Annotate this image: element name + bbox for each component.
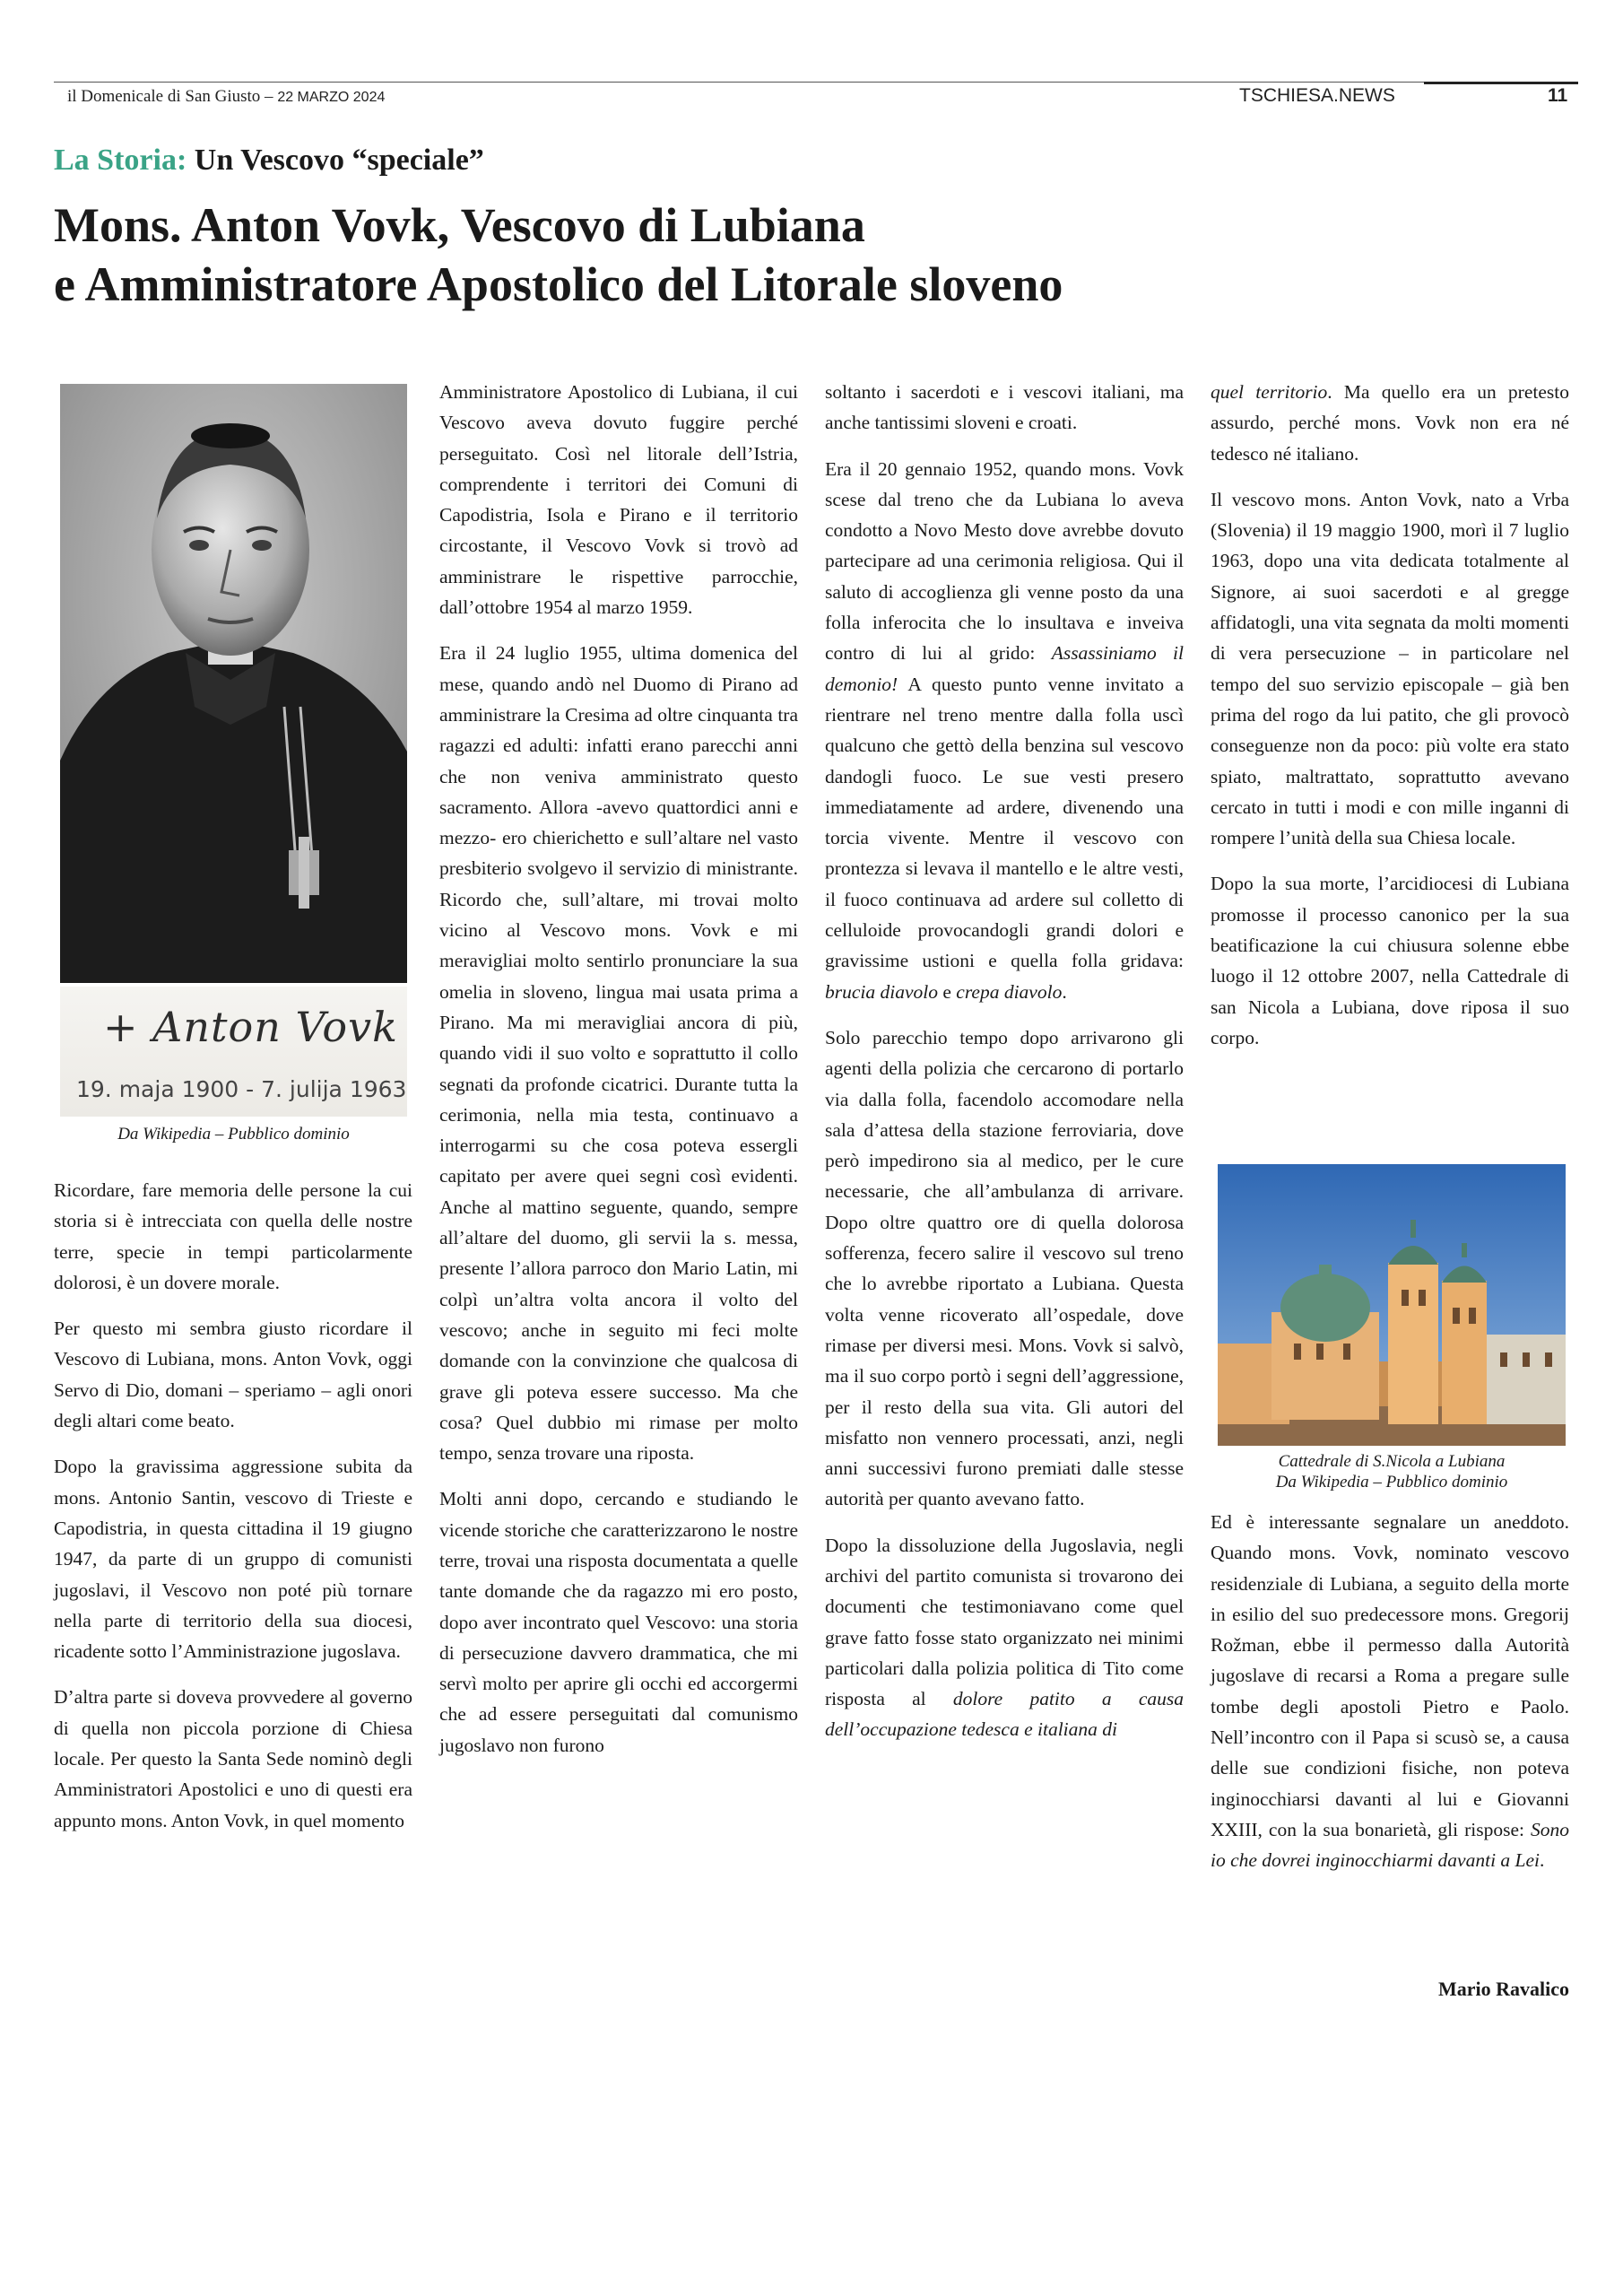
text-run: . Ma quello era un pretesto assurdo, perché mons. Vovk non era né tedesco né italiano. bbox=[1211, 381, 1569, 465]
portrait-signature-strip bbox=[60, 987, 407, 1117]
paragraph: Per questo mi sembra giusto ricordare il Vescovo di Lubiana, mons. Anton Vovk, oggi Servo di Dio, domani – speriamo – agli onori degli altari come beato. bbox=[54, 1318, 412, 1432]
paragraph: Molti anni dopo, cercando e studiando le vicende storiche che caratterizzarono le nostre terre, trovai una risposta documentata a quelle tante domande che da ragazzo mi ero posto, dopo aver incontrato quel Vescovo: una storia di persecuzione davvero drammatica, che mi servì molto per aprire gli occhi ed accorgermi che ad essere perseguitati dal comunismo jugoslavo non furono bbox=[439, 1488, 798, 1756]
text-run: Ed è interessante segnalare un aneddoto. Quando mons. Vovk, nominato vescovo residenziale di Lubiana, a seguito della morte in esilio del suo predecessore mons. Gregorij Rožman, ebbe il permesso dalla Autorità jugoslave di recarsi a Roma a pregare sulle tombe degli apostoli Pietro e Paolo. Nell’incontro con il Papa si scusò se, a causa delle sue condizioni fisiche, non poteva inginocchiarsi davanti al lui e Giovanni XXIII, con la sua bonarietà, gli rispose: bbox=[1211, 1511, 1569, 1840]
quote-italic: Sono io che dovrei inginocchiarmi davanti a Lei bbox=[1211, 1818, 1569, 1872]
cathedral-photo bbox=[1218, 1164, 1566, 1446]
article-column-2 bbox=[439, 377, 798, 1776]
page-number: 11 bbox=[1548, 85, 1568, 106]
publication-name: il Domenicale di San Giusto – bbox=[67, 87, 278, 106]
portrait-signature: + Anton Vovk bbox=[103, 1003, 398, 1051]
quote-italic: dolore patito a causa dell’occupazione tedesca e italiana di bbox=[825, 1688, 1184, 1741]
article-column-4 bbox=[1211, 377, 1569, 1053]
article-title bbox=[54, 196, 1533, 314]
paragraph: Dopo la gravissima aggressione subita da mons. Antonio Santin, vescovo di Trieste e Capodistria, in questa cittadina il 19 giugno 1947, da parte di un gruppo di comunisti jugoslavi, il Vescovo non poté più tornare nella parte di territorio della sua diocesi, ricadente sotto l’Amministrazione jugoslava. bbox=[54, 1456, 412, 1663]
paragraph: Era il 24 luglio 1955, ultima domenica del mese, quando andò nel Duomo di Pirano ad amministrare la Cresima ad oltre cinquanta tra ragazzi ed adulti: infatti erano parecchi anni che non veniva amministrato questo sacramento. Allora -avevo quattordici anni e mezzo- ero chierichetto e sull’altare nel vasto presbiterio svolgevo il servizio di ministrante. Ricordo che, sull’altare, mi trovai molto vicino al Vescovo mons. Vovk e mi meravigliai molto sentirlo pronunciare la sua omelia in sloveno, lingua mai usata prima a Pirano. Ma mi meravigliai ancora di più, quando vidi il suo volto e soprattutto il collo segnati da profonde cicatrici. Durante tutta la cerimonia, nella mia testa, continuavo a interrogarmi su che cosa poteva essergli capitato per avere quei segni così evidenti. Anche al mattino seguente, quando, sempre all’altare del duomo, gli servii la s. messa, presente l’allora parroco don Mario Latin, mi colpì un’altra volta ancora il volto del vescovo; anche in seguito mi feci molte domande con la convinzione che qualcosa di grave gli poteva essere successo. Ma che cosa? Quel dubbio mi rimase per molto tempo, senza trovare una riposta. bbox=[439, 642, 798, 1465]
kicker bbox=[54, 144, 484, 178]
header-site[interactable]: TSCHIESA.NEWS bbox=[1239, 85, 1395, 106]
paragraph bbox=[825, 1530, 1184, 1745]
cathedral-caption-line-1: Cattedrale di S.Nicola a Lubiana bbox=[1278, 1452, 1506, 1471]
cathedral-caption-line-2: Da Wikipedia – Pubblico dominio bbox=[1275, 1473, 1508, 1492]
paragraph: Dopo la sua morte, l’arcidiocesi di Lubiana promosse il processo canonico per la sua beatificazione la cui chiusura solenne ebbe luogo il 12 ottobre 2007, nella Cattedrale di san Nicola a Lubiana, dove riposa il suo corpo. bbox=[1211, 873, 1569, 1048]
quote-italic: crepa diavolo bbox=[956, 980, 1063, 1003]
article-column-3 bbox=[825, 377, 1184, 1761]
publication-date: 22 MARZO 2024 bbox=[277, 90, 386, 105]
article-column-4-continued bbox=[1211, 1507, 1569, 1892]
text-run: e bbox=[938, 980, 957, 1003]
quote-italic: brucia diavolo bbox=[825, 980, 938, 1003]
paragraph bbox=[825, 454, 1184, 1007]
kicker-text: Un Vescovo “speciale” bbox=[187, 144, 484, 177]
kicker-label: La Storia: bbox=[54, 144, 187, 177]
title-line-1: Mons. Anton Vovk, Vescovo di Lubiana bbox=[54, 198, 865, 252]
page-number-bar bbox=[1424, 82, 1578, 84]
header-publication bbox=[67, 87, 385, 107]
text-run: A questo punto venne invitato a rientrare nel treno mentre dalla folla uscì qualcuno che gettò della benzina sul vescovo dandogli fuoco. Le sue vesti presero immediatamente ad ardere, divenendo una torcia vivente. Mentre il vescovo con prontezza si levava il mantello e le altre vesti, il fuoco continuava ad ardere sul colletto di celluloide provocandogli grandi dolori e gravissime ustioni e quella folla gridava: bbox=[825, 673, 1184, 972]
paragraph: Ricordare, fare memoria delle persone la cui storia si è intrecciata con quella delle nostre terre, specie in tempi particolarmente dolorosi, è un dovere morale. bbox=[54, 1179, 412, 1293]
paragraph: Amministratore Apostolico di Lubiana, il cui Vescovo aveva dovuto fuggire perché perseguitato. Così nel litorale dell’Istria, comprendente i territori dei Comuni di Capodistria, Isola e Pirano e il territorio circostante, il Vescovo Vovk si trovò ad amministrare le rispettive parrocchie, dall’ottobre 1954 al marzo 1959. bbox=[439, 381, 798, 619]
quote-italic: quel territorio bbox=[1211, 381, 1328, 403]
portrait-dates: 19. maja 1900 - 7. julija 1963 bbox=[76, 1076, 407, 1102]
text-run: . bbox=[1062, 980, 1067, 1003]
quote-italic: Assassiniamo il demonio! bbox=[825, 642, 1185, 695]
paragraph: soltanto i sacerdoti e i vescovi italiani, ma anche tantissimi sloveni e croati. bbox=[825, 381, 1184, 434]
title-line-2: e Amministratore Apostolico del Litorale sloveno bbox=[54, 257, 1063, 311]
paragraph bbox=[1211, 377, 1569, 469]
paragraph: Il vescovo mons. Anton Vovk, nato a Vrba (Slovenia) il 19 maggio 1900, morì il 7 luglio 1963, dopo una vita dedicata totalmente al Signore, ai suoi sacerdoti e al gregge affidatogli, una vita segnata da molti momenti di vera persecuzione – in particolare nel tempo del suo servizio episcopale – già ben prima del rogo da lui patito, che gli provocò conseguenze non da poco: più volte era stato spiato, maltrattato, soprattutto avevano cercato in tutti i modi e con mille inganni di rompere l’unità della sua Chiesa locale. bbox=[1211, 488, 1569, 849]
article-author: Mario Ravalico bbox=[1437, 1978, 1569, 2000]
portrait-caption: Da Wikipedia – Pubblico dominio bbox=[117, 1125, 350, 1144]
paragraph: D’altra parte si doveva provvedere al governo di quella non piccola porzione di Chiesa locale. Per questo la Santa Sede nominò degli Amministratori Apostolici e uno di questi era appunto mons. Anton Vovk, in quel momento bbox=[54, 1686, 412, 1831]
cathedral-caption bbox=[1218, 1451, 1566, 1492]
text-run: . bbox=[1540, 1849, 1545, 1872]
article-column-1 bbox=[54, 1175, 412, 1851]
paragraph: Solo parecchio tempo dopo arrivarono gli agenti della polizia che cercarono di portarlo via dalla folla, facendolo accomodare nella sala d’attesa della stazione ferroviaria, dove però impedirono sia al medico, per le cure necessarie, che all’ambulanza di arrivare. Dopo oltre quattro ore di quella dolorosa sofferenza, fecero salire il vescovo sul treno che lo avrebbe riportato a Lubiana. Questa volta venne ricoverato all’ospedale, dove rimase per diversi mesi. Mons. Vovk si salvò, ma il suo corpo portò i segni dell’aggressione, per il resto della sua vita. Gli autori del misfatto non vennero processati, anzi, negli anni successivi furono premiati dalle stesse autorità per quanto avevano fatto. bbox=[825, 1026, 1184, 1510]
text-run: Dopo la dissoluzione della Jugoslavia, negli archivi del partito comunista si trovarono dei documenti che testimoniavano come quel grave fatto fosse stato organizzato nei minimi particolari dalla polizia politica di Tito come risposta al bbox=[825, 1534, 1184, 1710]
portrait-photo bbox=[60, 384, 407, 983]
text-run: Era il 20 gennaio 1952, quando mons. Vovk scese dal treno che da Lubiana lo aveva condotto a Novo Mesto dove avrebbe dovuto partecipare ad una cerimonia religiosa. Qui il saluto di accoglienza gli venne posto da una folla inferocita che lo insultava e inveiva contro di lui al grido: bbox=[825, 457, 1184, 665]
paragraph bbox=[1211, 1507, 1569, 1876]
header-rule bbox=[54, 82, 1578, 83]
